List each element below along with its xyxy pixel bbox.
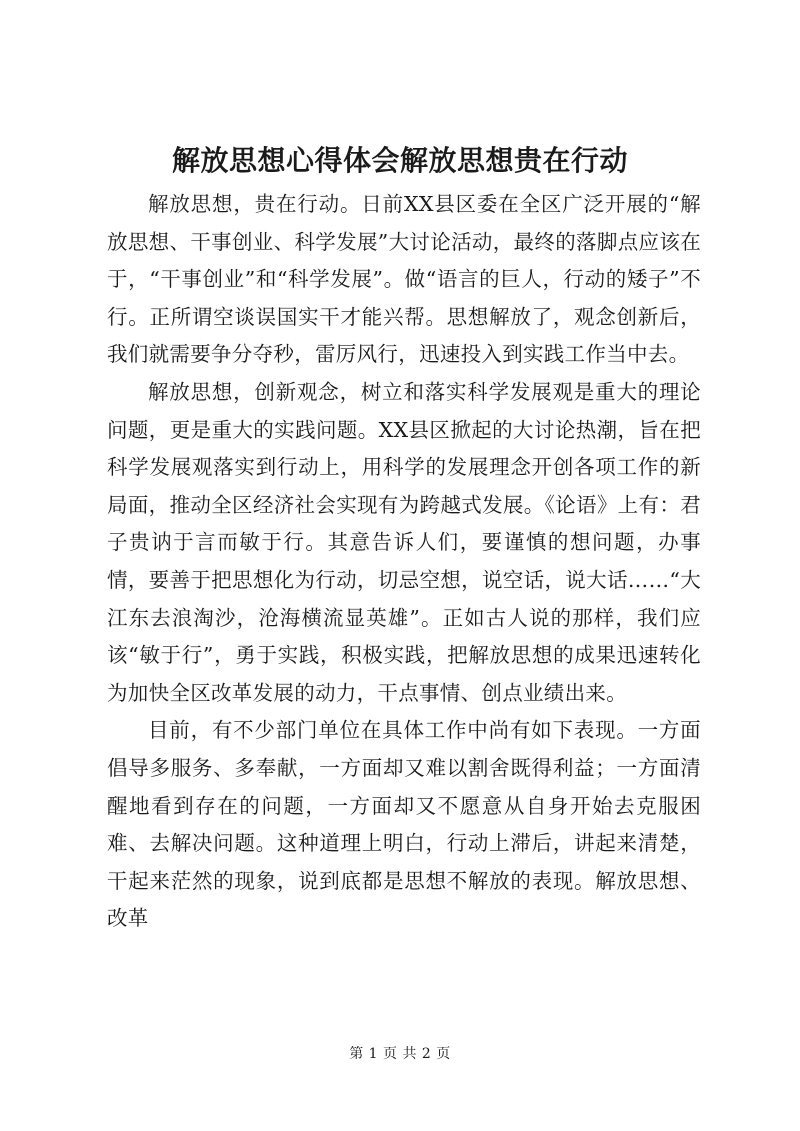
document-title: 解放思想心得体会解放思想贵在行动	[171, 144, 628, 177]
document-body	[107, 186, 701, 938]
page-number-footer: 第 1 页 共 2 页	[349, 1046, 451, 1062]
paragraph-1: 解放思想，贵在行动。日前XX县区委在全区广泛开展的“解放思想、干事创业、科学发展”大讨论活动，最终的落脚点应该在于，“干事创业”和“科学发展”。做“语言的巨人，行动的矮子”不行。正所谓空谈误国实干才能兴帮。思想解放了，观念创新后，我们就需要争分夺秒，雷厉风行，迅速投入到实践工作当中去。	[107, 192, 701, 367]
paragraph-2: 解放思想，创新观念，树立和落实科学发展观是重大的理论问题，更是重大的实践问题。XX县区掀起的大讨论热潮，旨在把科学发展观落实到行动上，用科学的发展理念开创各项工作的新局面，推动全区经济社会实现有为跨越式发展。《论语》上有：君子贵讷于言而敏于行。其意告诉人们，要谨慎的想问题，办事情，要善于把思想化为行动，切忌空想，说空话，说大话……“大江东去浪淘沙，沧海横流显英雄”。正如古人说的那样，我们应该“敏于行”，勇于实践，积极实践，把解放思想的成果迅速转化为加快全区改革发展的动力，干点事情、创点业绩出来。	[107, 379, 701, 705]
paragraph-3: 目前，有不少部门单位在具体工作中尚有如下表现。一方面倡导多服务、多奉献，一方面却又难以割舍既得利益；一方面清醒地看到存在的问题，一方面却又不愿意从自身开始去克服困难、去解决问题。这种道理上明白，行动上滞后，讲起来清楚，干起来茫然的现象，说到底都是思想不解放的表现。解放思想、改革	[107, 718, 701, 931]
